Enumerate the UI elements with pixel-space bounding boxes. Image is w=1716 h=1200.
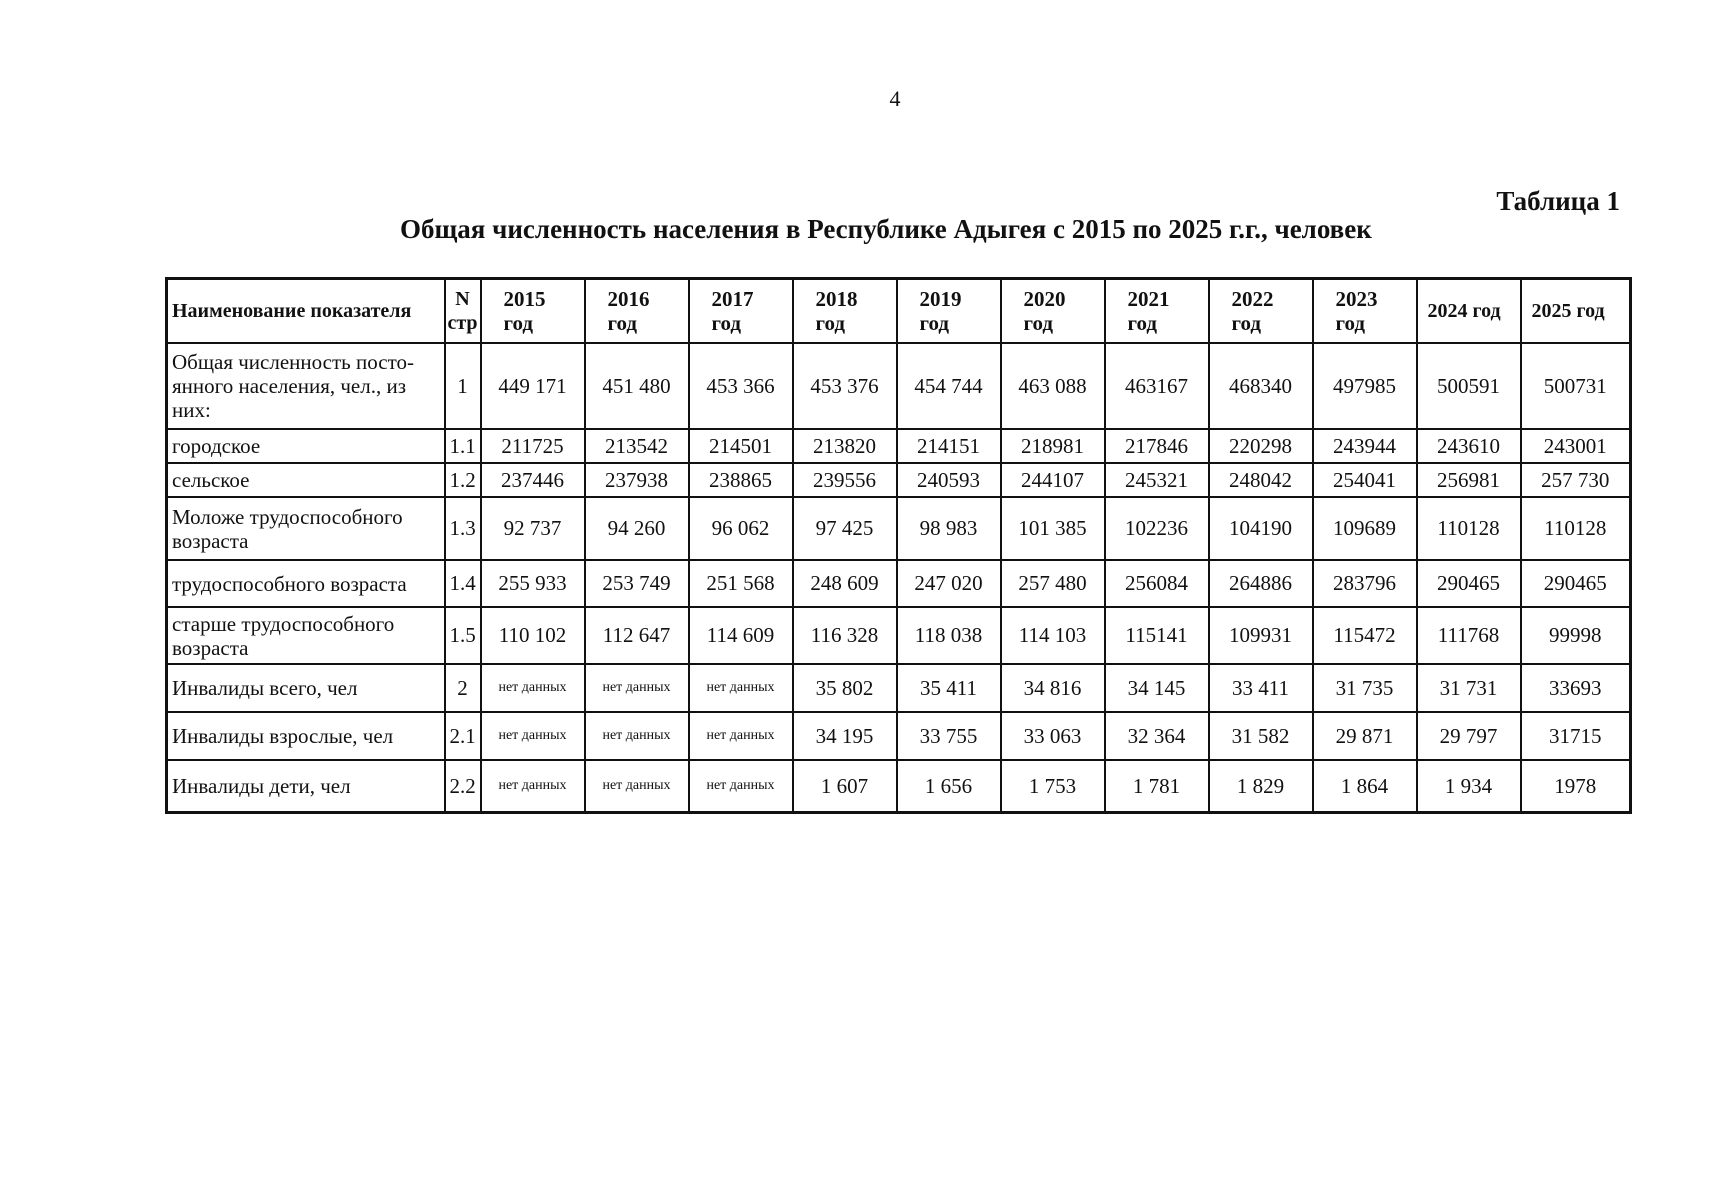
table-cell-value: 453 366 [689, 343, 793, 429]
table-cell-value: 101 385 [1001, 497, 1105, 560]
row-number: 1.5 [445, 607, 481, 664]
table-cell-value: 94 260 [585, 497, 689, 560]
table-cell-value: 256084 [1105, 560, 1209, 607]
table-cell-value: 245321 [1105, 463, 1209, 497]
table-cell-value: 31 735 [1313, 664, 1417, 712]
table-row [167, 712, 1631, 760]
row-indicator-name: Моложе трудоспособного возраста [167, 497, 445, 560]
table-cell-value: 454 744 [897, 343, 1001, 429]
table-cell-value: 257 480 [1001, 560, 1105, 607]
table-cell-value: 109931 [1209, 607, 1313, 664]
table-cell-value: 463 088 [1001, 343, 1105, 429]
table-cell-value: 1 656 [897, 760, 1001, 813]
table-label: Таблица 1 [1496, 186, 1620, 216]
header-year: 2025 год [1521, 279, 1631, 344]
row-indicator-name: Инвалиды всего, чел [167, 664, 445, 712]
table-cell-value: 1 934 [1417, 760, 1521, 813]
table-cell-value: нет данных [689, 664, 793, 712]
header-n: N стр [445, 279, 481, 344]
table-cell-value: 110 102 [481, 607, 585, 664]
table-cell-value: 35 802 [793, 664, 897, 712]
table-cell-value: 244107 [1001, 463, 1105, 497]
table-cell-value: 247 020 [897, 560, 1001, 607]
table-cell-value: 238865 [689, 463, 793, 497]
document-title: Общая численность населения в Республике Адыгея с 2015 по 2025 г.г., человек [400, 214, 1372, 244]
header-year: 2020 год [1001, 279, 1105, 344]
table-cell-value: 251 568 [689, 560, 793, 607]
table-cell-value: 240593 [897, 463, 1001, 497]
table-cell-value: 237446 [481, 463, 585, 497]
table-cell-value: 104190 [1209, 497, 1313, 560]
table-row [167, 664, 1631, 712]
table-cell-value: 468340 [1209, 343, 1313, 429]
row-indicator-name: трудоспособного возраста [167, 560, 445, 607]
row-number: 1.2 [445, 463, 481, 497]
table-cell-value: 500591 [1417, 343, 1521, 429]
table-cell-value: 32 364 [1105, 712, 1209, 760]
table-cell-value: 33 755 [897, 712, 1001, 760]
table-cell-value: 92 737 [481, 497, 585, 560]
table-cell-value: 239556 [793, 463, 897, 497]
row-indicator-name: старше трудоспособного возраста [167, 607, 445, 664]
table-cell-value: 33 411 [1209, 664, 1313, 712]
table-cell-value: 253 749 [585, 560, 689, 607]
table-cell-value: 243944 [1313, 429, 1417, 463]
table-cell-value: 114 103 [1001, 607, 1105, 664]
table-cell-value: 256981 [1417, 463, 1521, 497]
table-row [167, 463, 1631, 497]
table-cell-value: нет данных [481, 664, 585, 712]
row-number: 1 [445, 343, 481, 429]
table-cell-value: 264886 [1209, 560, 1313, 607]
table-cell-value: 211725 [481, 429, 585, 463]
table-row [167, 343, 1631, 429]
table-cell-value: 29 797 [1417, 712, 1521, 760]
table-cell-value: 453 376 [793, 343, 897, 429]
table-cell-value: 248 609 [793, 560, 897, 607]
header-year: 2019 год [897, 279, 1001, 344]
row-number: 2.1 [445, 712, 481, 760]
table-cell-value: 110128 [1521, 497, 1631, 560]
header-year: 2016 год [585, 279, 689, 344]
table-cell-value: 1978 [1521, 760, 1631, 813]
table-cell-value: 213820 [793, 429, 897, 463]
table-cell-value: 102236 [1105, 497, 1209, 560]
header-name: Наименование показателя [167, 279, 445, 344]
table-cell-value: 254041 [1313, 463, 1417, 497]
table-cell-value: 34 145 [1105, 664, 1209, 712]
table-cell-value: 243001 [1521, 429, 1631, 463]
table-cell-value: 463167 [1105, 343, 1209, 429]
table-cell-value: 31 582 [1209, 712, 1313, 760]
header-year: 2021 год [1105, 279, 1209, 344]
table-cell-value: 118 038 [897, 607, 1001, 664]
table-cell-value: 500731 [1521, 343, 1631, 429]
row-indicator-name: Инвалиды дети, чел [167, 760, 445, 813]
table-cell-value: 33 063 [1001, 712, 1105, 760]
table-cell-value: нет данных [689, 712, 793, 760]
table-cell-value: 220298 [1209, 429, 1313, 463]
table-cell-value: 218981 [1001, 429, 1105, 463]
table-cell-value: 1 753 [1001, 760, 1105, 813]
row-indicator-name: Инвалиды взрослые, чел [167, 712, 445, 760]
population-table [165, 277, 1632, 814]
table-cell-value: 290465 [1417, 560, 1521, 607]
table-cell-value: 114 609 [689, 607, 793, 664]
table-cell-value: 112 647 [585, 607, 689, 664]
table-cell-value: 214151 [897, 429, 1001, 463]
table-cell-value: 451 480 [585, 343, 689, 429]
header-year: 2015 год [481, 279, 585, 344]
table-cell-value: нет данных [585, 712, 689, 760]
table-cell-value: 290465 [1521, 560, 1631, 607]
table-cell-value: нет данных [481, 712, 585, 760]
table-cell-value: нет данных [481, 760, 585, 813]
table-cell-value: 115472 [1313, 607, 1417, 664]
table-row [167, 560, 1631, 607]
table-cell-value: нет данных [585, 664, 689, 712]
table-cell-value: 497985 [1313, 343, 1417, 429]
table-cell-value: 1 829 [1209, 760, 1313, 813]
table-cell-value: 109689 [1313, 497, 1417, 560]
table-cell-value: 31715 [1521, 712, 1631, 760]
table-cell-value: 98 983 [897, 497, 1001, 560]
table-cell-value: 237938 [585, 463, 689, 497]
header-year: 2024 год [1417, 279, 1521, 344]
table-row [167, 497, 1631, 560]
row-indicator-name: сельское [167, 463, 445, 497]
row-number: 1.3 [445, 497, 481, 560]
table-cell-value: 214501 [689, 429, 793, 463]
table-row [167, 607, 1631, 664]
table-cell-value: 1 864 [1313, 760, 1417, 813]
table-cell-value: 213542 [585, 429, 689, 463]
table-row [167, 760, 1631, 813]
page-number: 4 [889, 86, 901, 111]
table-cell-value: 449 171 [481, 343, 585, 429]
row-number: 1.4 [445, 560, 481, 607]
header-year: 2022 год [1209, 279, 1313, 344]
table-cell-value: 255 933 [481, 560, 585, 607]
table-cell-value: нет данных [689, 760, 793, 813]
row-number: 2 [445, 664, 481, 712]
table-cell-value: 110128 [1417, 497, 1521, 560]
header-year: 2023 год [1313, 279, 1417, 344]
table-header-row [167, 279, 1631, 344]
row-indicator-name: городское [167, 429, 445, 463]
table-cell-value: 248042 [1209, 463, 1313, 497]
table-cell-value: 217846 [1105, 429, 1209, 463]
table-cell-value: 243610 [1417, 429, 1521, 463]
header-year: 2018 год [793, 279, 897, 344]
row-indicator-name: Общая численность посто-янного населения, чел., из них: [167, 343, 445, 429]
header-year: 2017 год [689, 279, 793, 344]
table-cell-value: 29 871 [1313, 712, 1417, 760]
row-number: 1.1 [445, 429, 481, 463]
table-cell-value: 115141 [1105, 607, 1209, 664]
table-cell-value: нет данных [585, 760, 689, 813]
table-cell-value: 31 731 [1417, 664, 1521, 712]
table-cell-value: 33693 [1521, 664, 1631, 712]
table-row [167, 429, 1631, 463]
table-cell-value: 34 816 [1001, 664, 1105, 712]
table-cell-value: 34 195 [793, 712, 897, 760]
table-cell-value: 99998 [1521, 607, 1631, 664]
table-cell-value: 1 607 [793, 760, 897, 813]
table-cell-value: 257 730 [1521, 463, 1631, 497]
table-cell-value: 283796 [1313, 560, 1417, 607]
table-cell-value: 97 425 [793, 497, 897, 560]
table-cell-value: 1 781 [1105, 760, 1209, 813]
row-number: 2.2 [445, 760, 481, 813]
table-cell-value: 35 411 [897, 664, 1001, 712]
table-cell-value: 111768 [1417, 607, 1521, 664]
table-cell-value: 96 062 [689, 497, 793, 560]
table-cell-value: 116 328 [793, 607, 897, 664]
